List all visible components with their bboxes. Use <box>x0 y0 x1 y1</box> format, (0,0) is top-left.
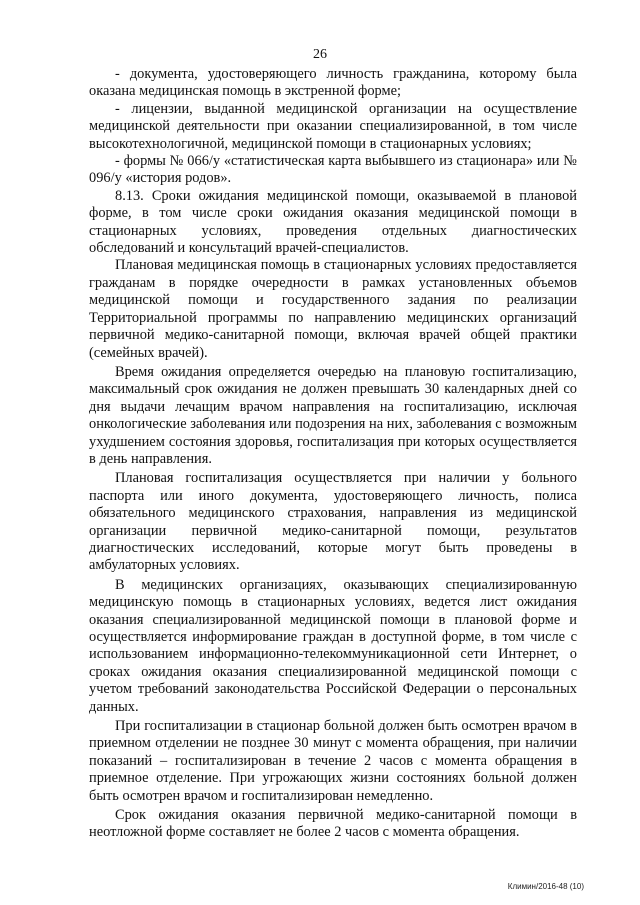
paragraph-6: Время ожидания определяется очередью на плановую госпитализацию, максимальный срок ожидания не должен превышать 30 календарных дней со дня выдачи лечащим врачом направления на госпитализацию, исключая онкологические заболевания или подозрения на них, заболевания с возможным ухудшением состояния здоровья, госпитализация при которых осуществляется в день направления. <box>89 363 577 467</box>
paragraph-2: - лицензии, выданной медицинской организации на осуществление медицинской деятельности при оказании специализированной, в том числе высокотехнологичной, медицинской помощи в стационарных условиях; <box>89 100 577 152</box>
paragraph-9: При госпитализации в стационар больной должен быть осмотрен врачом в приемном отделении не позднее 30 минут с момента обращения, при наличии показаний – госпитализирован в течение 2 часов с момента обращения в приемное отделение. При угрожающих жизни состояниях больной должен быть осмотрен врачом и госпитализирован немедленно. <box>89 718 577 804</box>
paragraph-1: - документа, удостоверяющего личность гражданина, которому была оказана медицинская помощь в экстренной форме; <box>89 66 577 100</box>
paragraph-7: Плановая госпитализация осуществляется при наличии у больного паспорта или иного документа, удостоверяющего личность, полиса обязательного медицинского страхования, направления из медицинской организации первичной медико-санитарной помощи, результатов диагностических исследований, которые могут быть проведены в амбулаторных условиях. <box>89 470 577 574</box>
paragraph-3: - формы № 066/у «статистическая карта выбывшего из стационара» или № 096/у «история родов». <box>89 153 577 187</box>
paragraph-4: 8.13. Сроки ожидания медицинской помощи, оказываемой в плановой форме, в том числе сроки ожидания оказания медицинской помощи в стационарных условиях, проведения отдельных диагностических обследований и консультаций врачей-специалистов. <box>89 187 577 257</box>
paragraph-5: Плановая медицинская помощь в стационарных условиях предоставляется гражданам в порядке очередности в рамках установленных объемов медицинской помощи и государственного задания по реализации Территориальной программы по направлению медицинских организаций первичной медико-санитарной помощи, включая врачей общей практики (семейных врачей). <box>89 257 577 361</box>
paragraph-8: В медицинских организациях, оказывающих специализированную медицинскую помощь в стационарных условиях, ведется лист ожидания оказания специализированной медицинской помощи в плановой форме и осуществляется информирование граждан в доступной форме, в том числе с использованием информационно-телекоммуникационной сети Интернет, о сроках ожидания оказания специализированной медицинской помощи с учетом требований законодательства Российской Федерации о персональных данных. <box>89 576 577 715</box>
page-number: 26 <box>313 47 327 62</box>
footer-document-code: Климин/2016-48 (10) <box>507 882 584 891</box>
body-text <box>89 64 577 842</box>
paragraph-10: Срок ожидания оказания первичной медико-санитарной помощи в неотложной форме составляет не более 2 часов с момента обращения. <box>89 807 577 841</box>
